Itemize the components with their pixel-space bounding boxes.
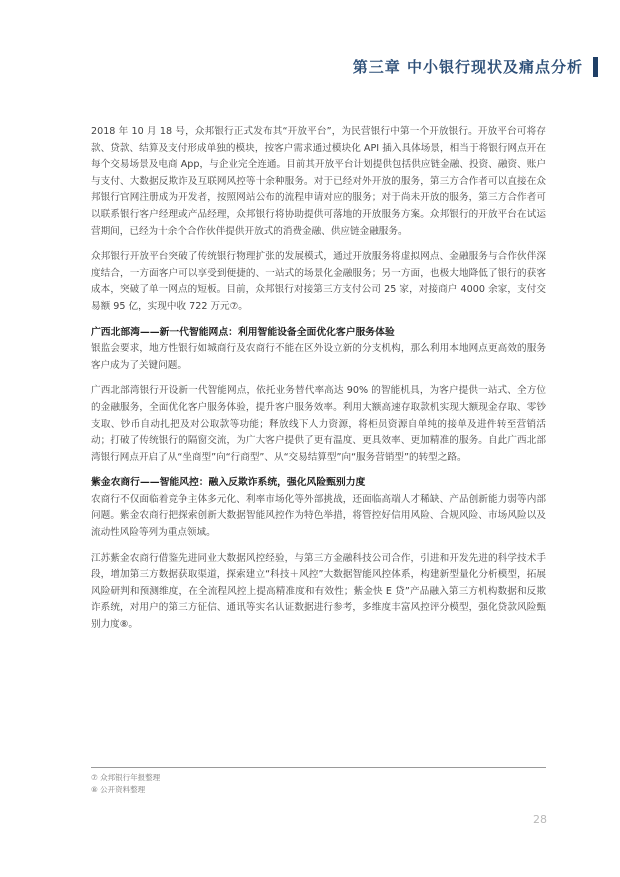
paragraph-zhongbang-results: 众邦银行开放平台突破了传统银行物理扩张的发展模式，通过开放服务将虚拟网点、金融服务与合作伙伴深度结合，一方面客户可以享受到便捷的、一站式的场景化金融服务；另一方面，也极大地降低了银行的获客成本，突破了单一网点的短板。目前，众邦银行对接第三方支付公司 25 家，对接商户 4000 余家，支付交易额 95 亿，实现中收 722 万元⑦。 [91,251,546,312]
section-guangxi [91,325,546,467]
paragraph-guangxi-2: 广西北部湾银行开设新一代智能网点，依托业务替代率高达 90% 的智能机具，为客户提供一站式、全方位的金融服务，全面优化客户服务体验，提升客户服务效率。利用大额高速存取款机实现大额现金存取、零钞支取、钞币自动扎把及对公取款等功能；释放线下人力资源，将柜员资源自单纯的接单及进件转至营销活动；打破了传统银行的隔窗交流，为广大客户提供了更有温度、更具效率、更加精准的服务。自此广西北部湾银行网点开启了从“坐商型”向“行商型”、从“交易结算型”向“服务营销型”的转型之路。 [91,385,546,463]
main-content [91,124,546,643]
chapter-header [353,56,598,77]
paragraph-zijin-1: 农商行不仅面临着竞争主体多元化、利率市场化等外部挑战，还面临高端人才稀缺、产品创新能力弱等内部问题。紫金农商行把探索创新大数据智能风控作为特色举措，将管控好信用风险、合规风险、市场风险以及流动性风险等列为重点领域。 [91,493,546,539]
paragraph-guangxi-1: 银监会要求，地方性银行如城商行及农商行不能在区外设立新的分支机构，那么利用本地网点更高效的服务客户成为了关键问题。 [91,343,546,371]
chapter-title: 第三章 中小银行现状及痛点分析 [352,58,583,76]
paragraph-zijin-2: 江苏紫金农商行借鉴先进同业大数据风控经验，与第三方金融科技公司合作，引进和开发先进的科学技术手段，增加第三方数据获取渠道，探索建立“科技＋风控”大数据智能风控体系，构建新型量化分析模型，拓展风险研判和预测维度，在全流程风控上提高精准度和有效性；紫金快 E 贷”产品融入第三方机构数据和反欺诈系统，对用户的第三方征信、通讯等实名认证数据进行参考，多维度丰富风控评分模型，强化贷款风险甄别力度⑧。 [91,552,546,631]
section-title-guangxi: 广西北部湾——新一代智能网点：利用智能设备全面优化客户服务体验 [91,326,395,338]
chapter-accent-bar [593,57,598,77]
section-zijin [91,475,546,633]
footnote-8: ⑧ 公开资料整理 [91,785,146,794]
page-number: 28 [533,813,547,826]
footnotes [91,767,546,796]
footnote-7: ⑦ 众邦银行年报整理 [91,773,161,782]
paragraph-zhongbang-intro: 2018 年 10 月 18 号，众邦银行正式发布其“开放平台”，为民营银行中第一个开放银行。开放平台可将存款、贷款、结算及支付形成单独的模块，按客户需求通过模块化 API 插入具体场景，相当于将银行网点开在每个交易场景及电商 App，与企业完全连通。目前其开放平台计划提供包括供应链金融、投资、融资、账户与支付、大数据反欺诈及互联网风控等十余种服务。对于已经对外开放的服务，第三方合作者可以直接在众邦银行官网注册成为开发者，按照网站公布的流程申请对应的服务；对于尚未开放的服务，第三方合作者可以联系银行客户经理或产品经理，众邦银行将协助提供可落地的开放服务方案。众邦银行的开放平台在试运营期间，已经为十余个合作伙伴提供开放式的消费金融、供应链金融服务。 [91,126,546,237]
section-title-zijin: 紫金农商行——智能风控：融入反欺诈系统，强化风险甄别力度 [91,477,366,489]
